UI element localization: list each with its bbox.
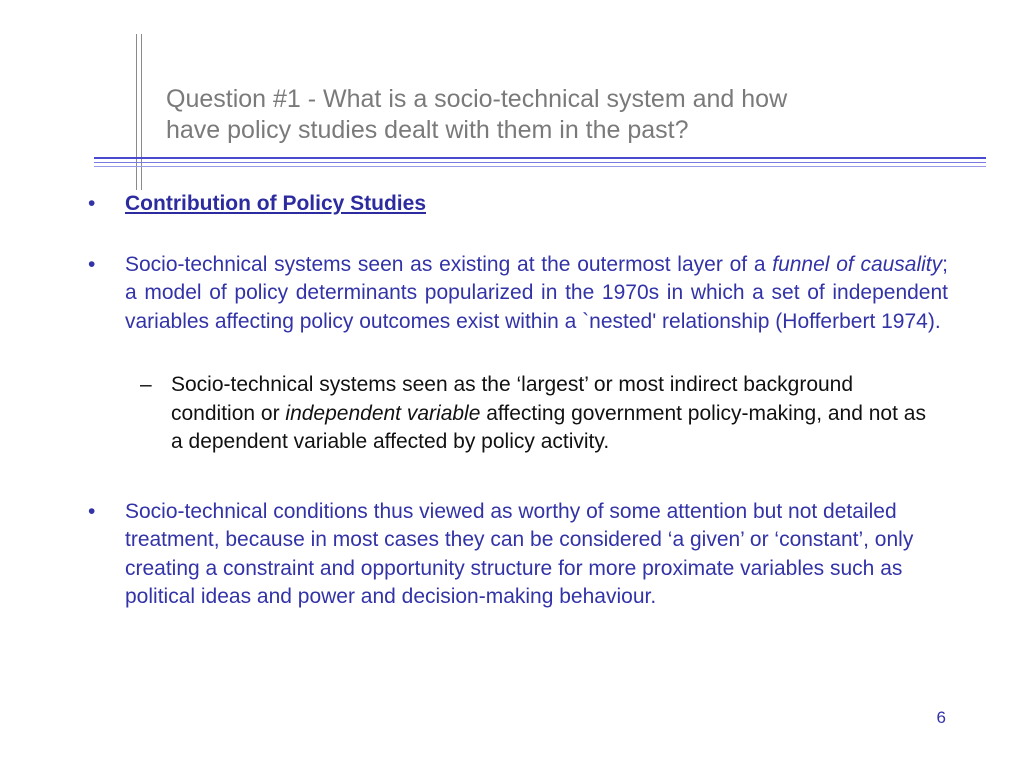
title-divider-line xyxy=(94,162,986,163)
bullet-text-italic: funnel of causality xyxy=(772,252,943,276)
bullet-item xyxy=(88,190,948,219)
section-heading: Contribution of Policy Studies xyxy=(125,192,426,215)
bullet-item xyxy=(88,251,948,337)
sub-bullet-text: affecting government policy-making, and not as a dependent variable affected by policy activity. xyxy=(171,401,926,453)
title-divider-line xyxy=(94,166,986,167)
title-divider-line xyxy=(94,157,986,159)
sub-bullet-text-italic: independent variable xyxy=(285,401,481,425)
slide-body xyxy=(88,190,948,612)
title-line-2: have policy studies dealt with them in the past? xyxy=(166,116,689,144)
bullet-icon: • xyxy=(88,252,96,276)
sub-bullet-text: Socio-technical systems seen as the ‘largest’ or most indirect background condition or xyxy=(171,373,854,425)
dash-icon: – xyxy=(140,373,152,396)
bullet-text: Socio-technical conditions thus viewed as worthy of some attention but not detailed treatment, because in most cases they can be considered ‘a given’ or ‘constant’, only creating a constraint and opportunity structure for more proximate variables such as political ideas and power and decision-making behaviour. xyxy=(125,499,914,608)
title-line-1: Question #1 - What is a socio-technical system and how xyxy=(166,85,788,113)
bullet-text: ; a model of policy determinants popularized in the 1970s in which a set of independent variables affecting policy outcomes exist within a `nested' relationship (Hofferbert 1974). xyxy=(125,252,948,333)
sub-bullet-item xyxy=(140,371,926,457)
bullet-text: Socio-technical systems seen as existing at the outermost layer of a xyxy=(125,252,773,276)
bullet-icon: • xyxy=(88,192,96,215)
bullet-icon: • xyxy=(88,499,96,523)
slide-title xyxy=(166,84,926,146)
page-number: 6 xyxy=(936,708,946,727)
bullet-item xyxy=(88,498,948,612)
